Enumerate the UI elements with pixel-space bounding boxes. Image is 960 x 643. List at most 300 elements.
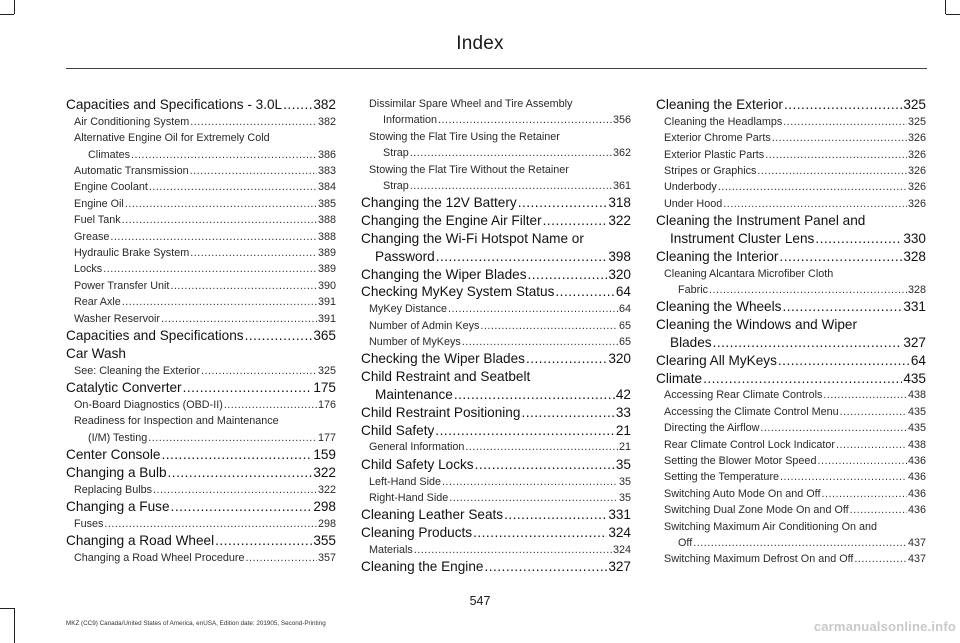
entry-text: Catalytic Converter xyxy=(66,380,182,396)
dot-leader xyxy=(161,446,312,464)
dot-leader xyxy=(410,145,612,161)
entry-text: Climate xyxy=(656,370,703,386)
entry-text: Cleaning the Instrument Panel and xyxy=(656,213,866,229)
page-ref: 64 xyxy=(615,284,631,300)
watermark: carmanualsonline.info xyxy=(813,619,956,634)
page-ref: 65 xyxy=(618,336,631,349)
dot-leader xyxy=(713,334,903,352)
entry-text: Child Safety xyxy=(361,422,435,438)
dot-leader xyxy=(555,283,614,301)
dot-leader xyxy=(780,469,907,485)
index-subentry xyxy=(66,516,336,532)
dot-leader xyxy=(760,420,907,436)
dot-leader xyxy=(122,212,317,228)
entry-text: Car Wash xyxy=(66,345,126,361)
entry-text: Cleaning Alcantara Microfiber Cloth xyxy=(664,267,834,280)
entry-text: Stripes or Graphics xyxy=(664,165,757,178)
dot-leader xyxy=(518,194,608,212)
page-ref: 320 xyxy=(608,351,631,367)
entry-text: Hydraulic Brake System xyxy=(74,247,190,260)
entry-text: Number of MyKeys xyxy=(369,336,461,349)
dot-leader xyxy=(772,130,907,146)
crop-mark xyxy=(945,0,946,14)
entry-text: Directing the Airflow xyxy=(664,422,760,435)
index-subentry xyxy=(656,551,926,567)
page-ref: 322 xyxy=(317,483,336,496)
page-ref: 435 xyxy=(903,370,926,386)
dot-leader xyxy=(473,524,607,542)
index-subentry xyxy=(656,196,926,212)
index-subentry xyxy=(66,212,336,228)
index-subentry xyxy=(361,542,631,558)
dot-leader xyxy=(171,498,313,516)
dot-leader xyxy=(765,147,907,163)
dot-leader xyxy=(122,294,317,310)
page-ref: 326 xyxy=(907,132,926,145)
index-subentry xyxy=(66,482,336,498)
dot-leader xyxy=(521,404,614,422)
entry-text: Cleaning the Exterior xyxy=(656,97,783,112)
page-ref: 325 xyxy=(903,97,926,112)
dot-leader xyxy=(148,430,317,446)
entry-text: Center Console xyxy=(66,447,161,463)
index-entry xyxy=(66,532,336,550)
entry-text: Capacities and Specifications xyxy=(66,328,244,344)
index-subentry xyxy=(66,413,336,446)
index-subentry xyxy=(656,147,926,163)
page-ref: 325 xyxy=(317,364,336,377)
edition-footer: MKZ (CC9) Canada/United States of America, enUSA, Edition date: 201905, Second-Printing xyxy=(66,620,326,627)
page-ref: 365 xyxy=(313,328,336,344)
page-ref: 436 xyxy=(907,487,926,500)
page-ref: 386 xyxy=(317,148,336,161)
index-subentry xyxy=(656,486,926,502)
index-column-3 xyxy=(656,96,926,568)
entry-text: Child Restraint Positioning xyxy=(361,404,521,420)
entry-text: Locks xyxy=(74,263,103,276)
index-entry xyxy=(361,350,631,368)
crop-mark xyxy=(0,608,14,609)
entry-text: Climates xyxy=(88,148,130,161)
entry-text: Exterior Plastic Parts xyxy=(664,148,765,161)
index-subentry xyxy=(66,179,336,195)
entry-text: Replacing Bulbs xyxy=(74,483,153,496)
dot-leader xyxy=(215,532,312,550)
entry-text: Maintenance xyxy=(375,387,453,403)
page-ref: 398 xyxy=(608,248,631,264)
entry-text: Fuses xyxy=(74,517,104,530)
dot-leader xyxy=(782,298,902,316)
dot-leader xyxy=(410,178,612,194)
entry-text: Switching Maximum Air Conditioning On and xyxy=(664,520,878,533)
index-entry xyxy=(361,194,631,212)
index-subentry xyxy=(66,245,336,261)
dot-leader xyxy=(850,502,907,518)
index-subentry xyxy=(66,397,336,413)
index-subentry xyxy=(66,130,336,163)
page-ref: 326 xyxy=(907,165,926,178)
entry-text: Grease xyxy=(74,230,110,243)
entry-text: Stowing the Flat Tire Without the Retainer xyxy=(369,163,569,176)
dot-leader xyxy=(224,397,317,413)
index-entry xyxy=(66,498,336,516)
index-subentry xyxy=(656,387,926,403)
dot-leader xyxy=(454,386,615,404)
dot-leader xyxy=(190,245,317,261)
entry-text: Switching Dual Zone Mode On and Off xyxy=(664,504,849,517)
page-ref: 322 xyxy=(608,213,631,229)
entry-text: Washer Reservoir xyxy=(74,312,160,325)
index-entry xyxy=(361,404,631,422)
entry-text: Strap xyxy=(383,147,409,160)
dot-leader xyxy=(449,490,618,506)
index-entry xyxy=(66,464,336,482)
entry-text: Information xyxy=(383,114,438,127)
dot-leader xyxy=(168,464,313,482)
index-column-1 xyxy=(66,96,336,567)
dot-leader xyxy=(438,112,612,128)
index-subentry xyxy=(656,519,926,552)
entry-text: Off xyxy=(678,537,693,550)
entry-text: Instrument Cluster Lens xyxy=(670,231,815,247)
entry-text: Clearing All MyKeys xyxy=(656,352,777,368)
index-subentry xyxy=(361,96,631,129)
dot-leader xyxy=(190,114,317,130)
dot-leader xyxy=(190,163,317,179)
entry-text: Left-Hand Side xyxy=(369,475,442,488)
dot-leader xyxy=(784,96,902,114)
page-ref: 382 xyxy=(313,97,336,112)
entry-text: Checking the Wiper Blades xyxy=(361,351,525,367)
page-ref: 385 xyxy=(317,197,336,210)
page-ref: 361 xyxy=(612,180,631,193)
index-subentry xyxy=(361,162,631,195)
page-ref: 327 xyxy=(903,335,926,351)
index-entry xyxy=(361,506,631,524)
index-subentry xyxy=(66,311,336,327)
index-entry xyxy=(361,212,631,230)
dot-leader xyxy=(153,482,317,498)
dot-leader xyxy=(283,96,312,114)
entry-text: Setting the Temperature xyxy=(664,471,780,484)
page-ref: 328 xyxy=(907,284,926,297)
index-entry xyxy=(656,298,926,316)
dot-leader xyxy=(783,114,907,130)
page-ref: 65 xyxy=(618,319,631,332)
index-subentry xyxy=(66,294,336,310)
index-subentry xyxy=(66,196,336,212)
entry-text: Capacities and Specifications - 3.0L xyxy=(66,97,283,112)
dot-leader xyxy=(840,404,907,420)
entry-text: Air Conditioning System xyxy=(74,115,190,128)
dot-leader xyxy=(131,147,317,163)
entry-text: MyKey Distance xyxy=(369,303,448,316)
page-ref: 384 xyxy=(317,181,336,194)
page-ref: 35 xyxy=(618,492,631,505)
entry-text: Rear Climate Control Lock Indicator xyxy=(664,438,836,451)
page-ref: 389 xyxy=(317,263,336,276)
entry-text: Under Hood xyxy=(664,197,723,210)
entry-text: Number of Admin Keys xyxy=(369,319,480,332)
index-entry xyxy=(656,316,926,352)
entry-text: Alternative Engine Oil for Extremely Cold xyxy=(74,132,270,145)
dot-leader xyxy=(161,311,317,327)
entry-text: Changing the Wi-Fi Hotspot Name or xyxy=(361,231,584,247)
entry-text: Cleaning the Headlamps xyxy=(664,115,783,128)
index-entry xyxy=(361,266,631,284)
entry-text: Child Restraint and Seatbelt xyxy=(361,369,531,385)
page-ref: 176 xyxy=(317,398,336,411)
dot-leader xyxy=(821,486,907,502)
entry-text: Accessing the Climate Control Menu xyxy=(664,405,839,418)
page-ref: 298 xyxy=(313,499,336,515)
entry-text: General Information xyxy=(369,441,465,454)
crop-mark xyxy=(14,608,15,643)
index-column-2 xyxy=(361,96,631,576)
page-ref: 355 xyxy=(313,533,336,549)
dot-leader xyxy=(442,474,618,490)
entry-text: Right-Hand Side xyxy=(369,492,449,505)
entry-text: Blades xyxy=(670,335,712,351)
dot-leader xyxy=(854,551,907,567)
entry-text: Fuel Tank xyxy=(74,214,121,227)
entry-text: Accessing Rear Climate Controls xyxy=(664,389,823,402)
index-subentry xyxy=(361,301,631,317)
entry-text: Engine Coolant xyxy=(74,181,148,194)
entry-text: Cleaning the Interior xyxy=(656,248,779,264)
dot-leader xyxy=(149,179,317,195)
page-ref: 331 xyxy=(608,507,631,523)
entry-text: (I/M) Testing xyxy=(88,431,148,444)
index-subentry xyxy=(361,439,631,455)
entry-text: Changing a Road Wheel Procedure xyxy=(74,552,245,565)
page-ref: 322 xyxy=(313,464,336,480)
index-entry xyxy=(656,248,926,266)
index-subentry xyxy=(66,261,336,277)
dot-leader xyxy=(110,229,317,245)
page-ref: 64 xyxy=(618,303,631,316)
dot-leader xyxy=(709,282,907,298)
dot-leader xyxy=(484,558,607,576)
entry-text: Child Safety Locks xyxy=(361,456,474,472)
index-subentry xyxy=(656,420,926,436)
index-subentry xyxy=(656,437,926,453)
entry-text: Checking MyKey System Status xyxy=(361,284,555,300)
page-ref: 438 xyxy=(907,389,926,402)
entry-text: Power Transfer Unit xyxy=(74,279,170,292)
page-ref: 325 xyxy=(907,115,926,128)
dot-leader xyxy=(448,301,618,317)
page-ref: 327 xyxy=(608,559,631,575)
index-subentry xyxy=(656,469,926,485)
index-subentry xyxy=(361,490,631,506)
entry-text: Readiness for Inspection and Maintenance xyxy=(74,415,279,428)
dot-leader xyxy=(543,212,608,230)
index-entry xyxy=(66,379,336,397)
entry-text: Cleaning the Wheels xyxy=(656,299,782,315)
entry-text: Dissimilar Spare Wheel and Tire Assembly xyxy=(369,98,573,110)
index-entry xyxy=(656,96,926,114)
page-ref: 324 xyxy=(612,544,631,557)
page-ref: 35 xyxy=(615,456,631,472)
page-ref: 437 xyxy=(907,553,926,566)
dot-leader xyxy=(465,439,618,455)
crop-mark xyxy=(14,0,15,14)
page-ref: 357 xyxy=(317,552,336,565)
page-ref: 382 xyxy=(317,115,336,128)
dot-leader xyxy=(435,422,615,440)
entry-text: Changing the Engine Air Filter xyxy=(361,213,542,229)
index-subentry xyxy=(656,404,926,420)
index-subentry xyxy=(361,129,631,162)
dot-leader xyxy=(823,387,907,403)
dot-leader xyxy=(693,535,907,551)
dot-leader xyxy=(125,196,317,212)
entry-text: Changing a Bulb xyxy=(66,464,167,480)
entry-text: See: Cleaning the Exterior xyxy=(74,364,201,377)
dot-leader xyxy=(183,379,313,397)
entry-text: Cleaning the Engine xyxy=(361,559,484,575)
entry-text: Setting the Blower Motor Speed xyxy=(664,455,817,468)
entry-text: Cleaning Products xyxy=(361,525,473,541)
dot-leader xyxy=(757,163,907,179)
dot-leader xyxy=(703,370,902,388)
dot-leader xyxy=(103,261,317,277)
page-ref: 436 xyxy=(907,455,926,468)
entry-text: Fabric xyxy=(678,284,708,297)
index-subentry xyxy=(66,363,336,379)
index-subentry xyxy=(361,318,631,334)
page-ref: 64 xyxy=(910,352,926,368)
index-entry xyxy=(361,368,631,404)
page-ref: 390 xyxy=(317,279,336,292)
entry-text: Materials xyxy=(369,544,413,557)
dot-leader xyxy=(836,437,907,453)
index-entry xyxy=(656,370,926,388)
page-title: Index xyxy=(456,33,504,54)
page-ref: 436 xyxy=(907,471,926,484)
dot-leader xyxy=(528,266,608,284)
page-ref: 318 xyxy=(608,195,631,211)
dot-leader xyxy=(718,179,907,195)
index-subentry xyxy=(66,550,336,566)
entry-text: Switching Auto Mode On and Off xyxy=(664,487,821,500)
index-subentry xyxy=(361,474,631,490)
page-ref: 324 xyxy=(608,525,631,541)
crop-mark xyxy=(0,14,14,15)
dot-leader xyxy=(778,352,910,370)
index-entry xyxy=(361,283,631,301)
page-ref: 391 xyxy=(317,312,336,325)
page-ref: 331 xyxy=(903,299,926,315)
page-ref: 389 xyxy=(317,247,336,260)
page-ref: 21 xyxy=(618,441,631,454)
page-ref: 330 xyxy=(903,231,926,247)
entry-text: Cleaning Leather Seats xyxy=(361,507,504,523)
index-entry xyxy=(66,345,336,363)
index-subentry xyxy=(656,179,926,195)
entry-text: Underbody xyxy=(664,181,717,194)
index-subentry xyxy=(656,502,926,518)
page-ref: 177 xyxy=(317,431,336,444)
index-subentry xyxy=(361,334,631,350)
dot-leader xyxy=(723,196,907,212)
page-ref: 388 xyxy=(317,230,336,243)
dot-leader xyxy=(104,516,317,532)
dot-leader xyxy=(245,327,313,345)
page-ref: 436 xyxy=(907,504,926,517)
dot-leader xyxy=(779,248,902,266)
dot-leader xyxy=(815,230,902,248)
crop-mark xyxy=(946,14,960,15)
page-ref: 326 xyxy=(907,197,926,210)
entry-text: Exterior Chrome Parts xyxy=(664,132,771,145)
index-entry xyxy=(361,558,631,576)
page-ref: 159 xyxy=(313,447,336,463)
page-ref: 21 xyxy=(615,422,631,438)
page-ref: 175 xyxy=(313,380,336,396)
entry-text: Changing the 12V Battery xyxy=(361,195,517,211)
page-ref: 383 xyxy=(317,165,336,178)
page-ref: 326 xyxy=(907,148,926,161)
page-ref: 326 xyxy=(907,181,926,194)
page-ref: 42 xyxy=(615,387,631,403)
entry-text: Engine Oil xyxy=(74,197,124,210)
page-ref: 356 xyxy=(612,114,631,127)
index-entry xyxy=(361,422,631,440)
index-subentry xyxy=(66,278,336,294)
index-subentry xyxy=(66,163,336,179)
index-subentry xyxy=(656,163,926,179)
dot-leader xyxy=(414,542,612,558)
entry-text: On-Board Diagnostics (OBD-II) xyxy=(74,398,223,411)
page-number: 547 xyxy=(469,594,491,608)
entry-text: Stowing the Flat Tire Using the Retainer xyxy=(369,130,560,143)
dot-leader xyxy=(462,334,618,350)
index-subentry xyxy=(656,266,926,299)
dot-leader xyxy=(817,453,907,469)
dot-leader xyxy=(170,278,317,294)
index-subentry xyxy=(66,229,336,245)
entry-text: Automatic Transmission xyxy=(74,165,189,178)
dot-leader xyxy=(201,363,317,379)
entry-text: Changing a Fuse xyxy=(66,499,170,515)
index-entry xyxy=(361,230,631,266)
index-subentry xyxy=(656,114,926,130)
page-ref: 33 xyxy=(615,404,631,420)
page-ref: 362 xyxy=(612,147,631,160)
page-ref: 435 xyxy=(907,422,926,435)
page-ref: 328 xyxy=(903,248,926,264)
page-ref: 388 xyxy=(317,214,336,227)
entry-text: Cleaning the Windows and Wiper xyxy=(656,317,857,333)
index-subentry xyxy=(656,453,926,469)
index-entry xyxy=(66,327,336,345)
page-ref: 438 xyxy=(907,438,926,451)
dot-leader xyxy=(526,350,607,368)
index-entry xyxy=(656,212,926,248)
dot-leader xyxy=(436,248,608,266)
page-ref: 320 xyxy=(608,266,631,282)
entry-text: Switching Maximum Defrost On and Off xyxy=(664,553,854,566)
entry-text: Changing a Road Wheel xyxy=(66,533,215,549)
index-entry xyxy=(656,352,926,370)
page-ref: 435 xyxy=(907,405,926,418)
page-ref: 35 xyxy=(618,475,631,488)
index-subentry xyxy=(66,114,336,130)
dot-leader xyxy=(245,550,317,566)
dot-leader xyxy=(475,456,615,474)
